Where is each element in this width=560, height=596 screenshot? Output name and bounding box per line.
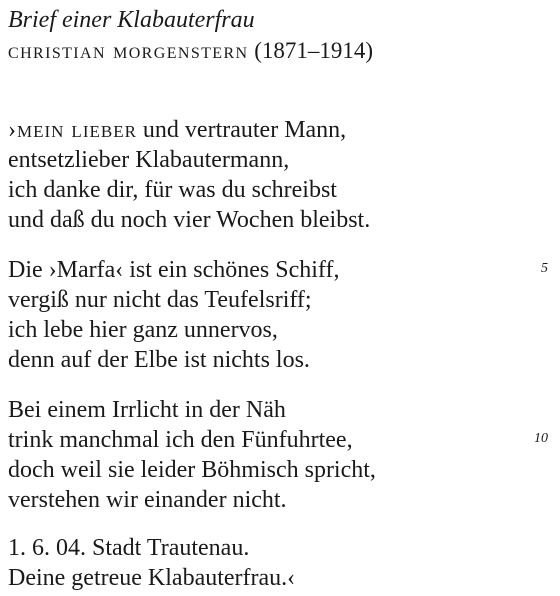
- verse-line-text: und vertrauter Mann,: [136, 117, 347, 143]
- closing-stanza: [8, 533, 548, 593]
- verse-line: [8, 115, 548, 145]
- author-dates: (1871–1914): [254, 38, 374, 63]
- verse-line: [8, 255, 548, 285]
- stanza-3: [8, 395, 548, 515]
- verse-line: doch weil sie leider Böhmisch spricht,: [8, 457, 376, 483]
- letter-date-line: 1. 6. 04. Stadt Trautenau.: [8, 535, 250, 561]
- verse-line: entsetzlieber Klabautermann,: [8, 147, 290, 173]
- verse-line-text: trink manchmal ich den Fünfuhrtee,: [8, 427, 353, 453]
- verse-line: denn auf der Elbe ist nichts los.: [8, 347, 310, 373]
- verse-line: ich lebe hier ganz unnervos,: [8, 317, 278, 343]
- verse-line: vergiß nur nicht das Teufelsriff;: [8, 287, 312, 313]
- author-line: [8, 37, 373, 65]
- verse-line: Bei einem Irrlicht in der Näh: [8, 397, 286, 423]
- poem-title: Brief einer Klabauterfrau: [8, 7, 255, 33]
- verse-line: ich danke dir, für was du schreibst: [8, 177, 337, 203]
- line-number: 5: [541, 261, 548, 276]
- stanza-2: [8, 255, 548, 375]
- letter-signature-line: Deine getreue Klabauterfrau.‹: [8, 565, 296, 591]
- line-number: 10: [534, 431, 548, 446]
- verse-line: [8, 425, 548, 455]
- verse-line: verstehen wir einander nicht.: [8, 487, 287, 513]
- author-name: christian morgenstern: [8, 38, 249, 63]
- poem-page: [8, 0, 548, 596]
- verse-line: und daß du noch vier Wochen bleibst.: [8, 207, 371, 233]
- stanza-1: [8, 115, 548, 235]
- verse-opening-words: ›mein lieber: [8, 117, 137, 143]
- verse-line-text: Die ›Marfa‹ ist ein schönes Schiff,: [8, 257, 340, 283]
